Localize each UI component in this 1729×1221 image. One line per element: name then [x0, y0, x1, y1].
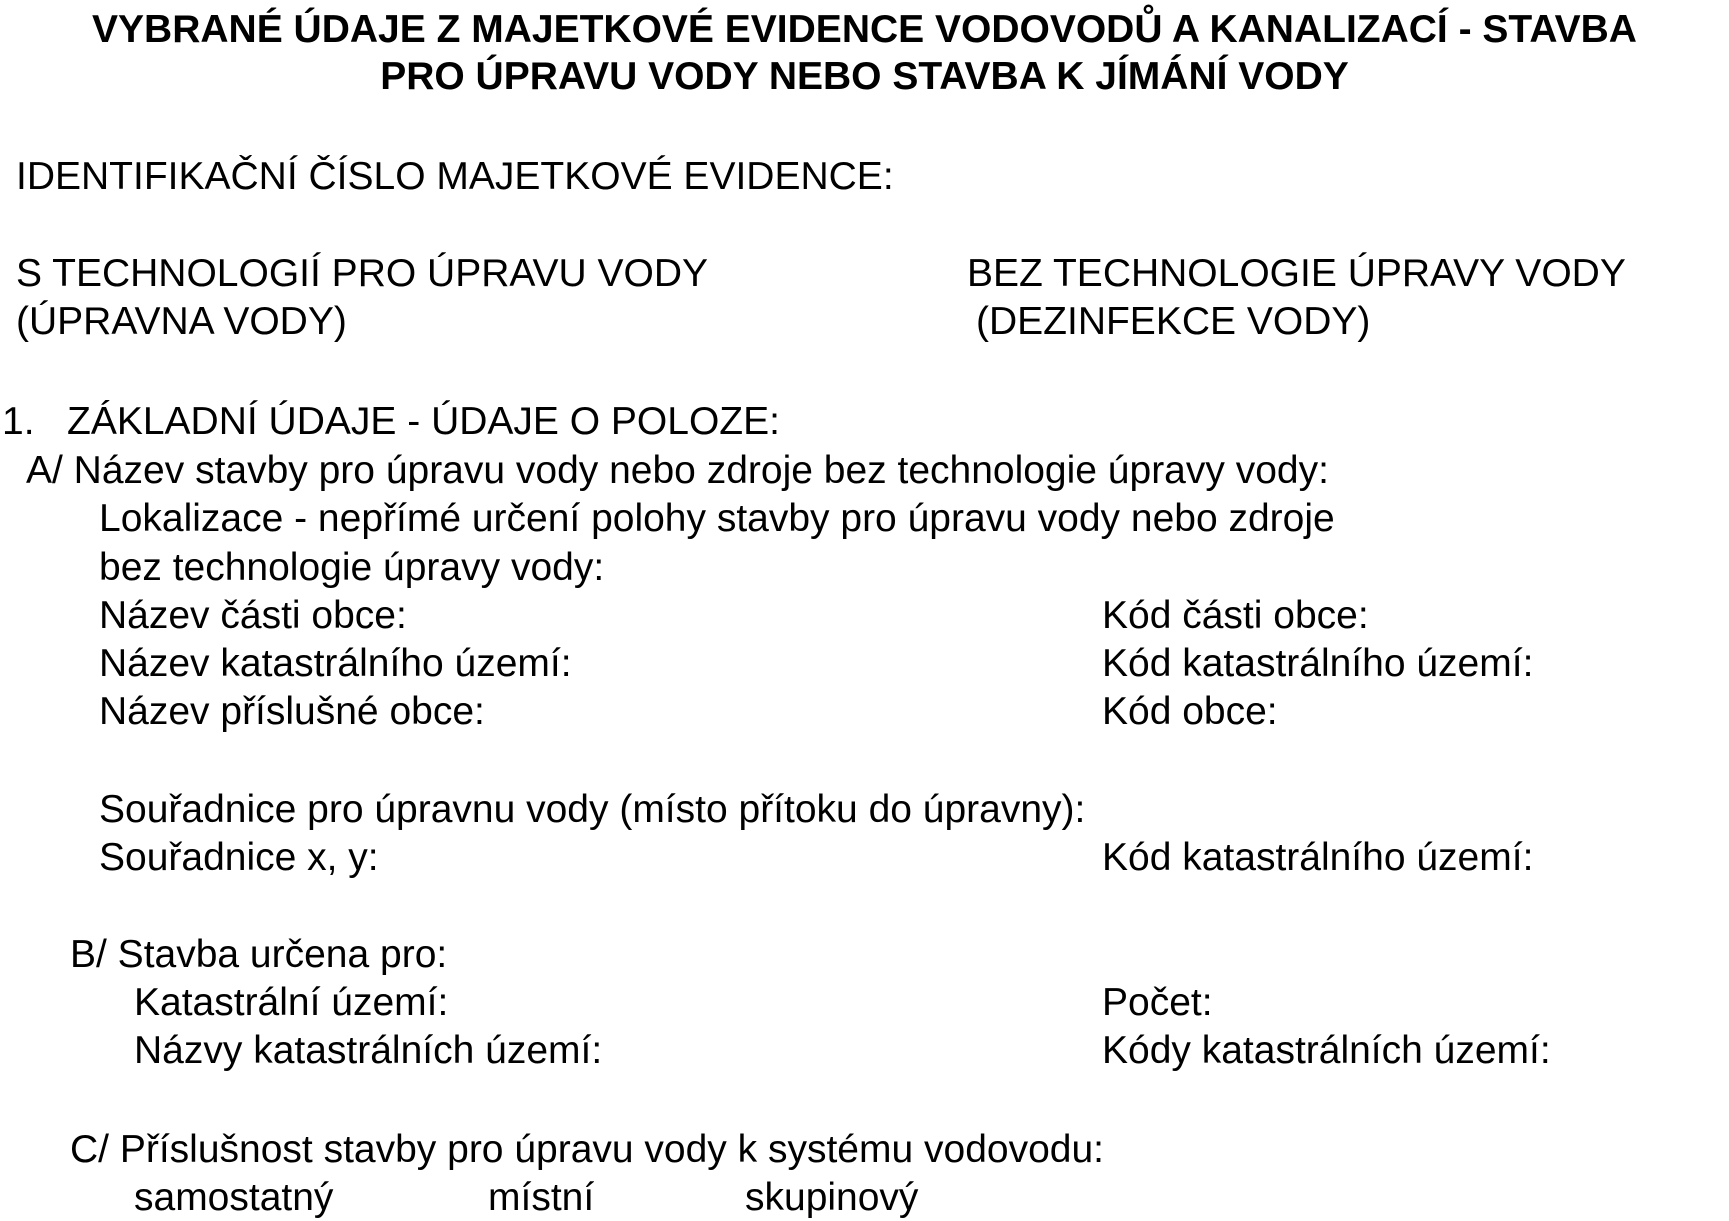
localization-line-1: Lokalizace - nepřímé určení polohy stavby pro úpravu vody nebo zdroje: [99, 497, 1335, 540]
type-option-with-technology-line-1: S TECHNOLOGIÍ PRO ÚPRAVU VODY: [16, 252, 709, 295]
type-option-with-technology-line-2: (ÚPRAVNA VODY): [16, 300, 347, 343]
part-of-municipality-name-label: Název části obce:: [99, 594, 407, 637]
part-of-municipality-code-label: Kód části obce:: [1102, 594, 1369, 637]
localization-line-2: bez technologie úpravy vody:: [99, 546, 605, 589]
title-line-2: PRO ÚPRAVU VODY NEBO STAVBA K JÍMÁNÍ VODY: [380, 55, 1349, 98]
cadastral-areas-names-label: Názvy katastrálních území:: [134, 1029, 603, 1072]
cadastral-area-code-label: Kód katastrálního území:: [1102, 642, 1534, 685]
coordinates-heading: Souřadnice pro úpravnu vody (místo přítoku do úpravny):: [99, 788, 1086, 831]
cadastral-area-name-label: Název katastrálního území:: [99, 642, 572, 685]
cadastral-areas-codes-label: Kódy katastrálních území:: [1102, 1029, 1551, 1072]
type-option-without-technology-line-1: BEZ TECHNOLOGIE ÚPRAVY VODY: [967, 252, 1626, 295]
subsection-c-label: C/ Příslušnost stavby pro úpravu vody k systému vodovodu:: [70, 1128, 1104, 1171]
section-number: 1.: [2, 400, 35, 443]
coordinates-xy-label: Souřadnice x, y:: [99, 836, 379, 879]
system-option-standalone: samostatný: [134, 1176, 334, 1219]
municipality-code-label: Kód obce:: [1102, 690, 1278, 733]
count-label: Počet:: [1102, 981, 1213, 1024]
type-option-without-technology-line-2: (DEZINFEKCE VODY): [976, 300, 1371, 343]
system-option-local: místní: [488, 1176, 595, 1219]
identification-label: IDENTIFIKAČNÍ ČÍSLO MAJETKOVÉ EVIDENCE:: [16, 155, 894, 198]
title-line-1: VYBRANÉ ÚDAJE Z MAJETKOVÉ EVIDENCE VODOVODŮ A KANALIZACÍ - STAVBA: [92, 8, 1637, 51]
section-heading: ZÁKLADNÍ ÚDAJE - ÚDAJE O POLOZE:: [67, 400, 780, 443]
municipality-name-label: Název příslušné obce:: [99, 690, 485, 733]
cadastral-area-label: Katastrální území:: [134, 981, 449, 1024]
coordinates-cadastral-code-label: Kód katastrálního území:: [1102, 836, 1534, 879]
subsection-b-label: B/ Stavba určena pro:: [70, 933, 448, 976]
subsection-a-label: A/ Název stavby pro úpravu vody nebo zdroje bez technologie úpravy vody:: [26, 449, 1329, 492]
system-option-group: skupinový: [745, 1176, 919, 1219]
